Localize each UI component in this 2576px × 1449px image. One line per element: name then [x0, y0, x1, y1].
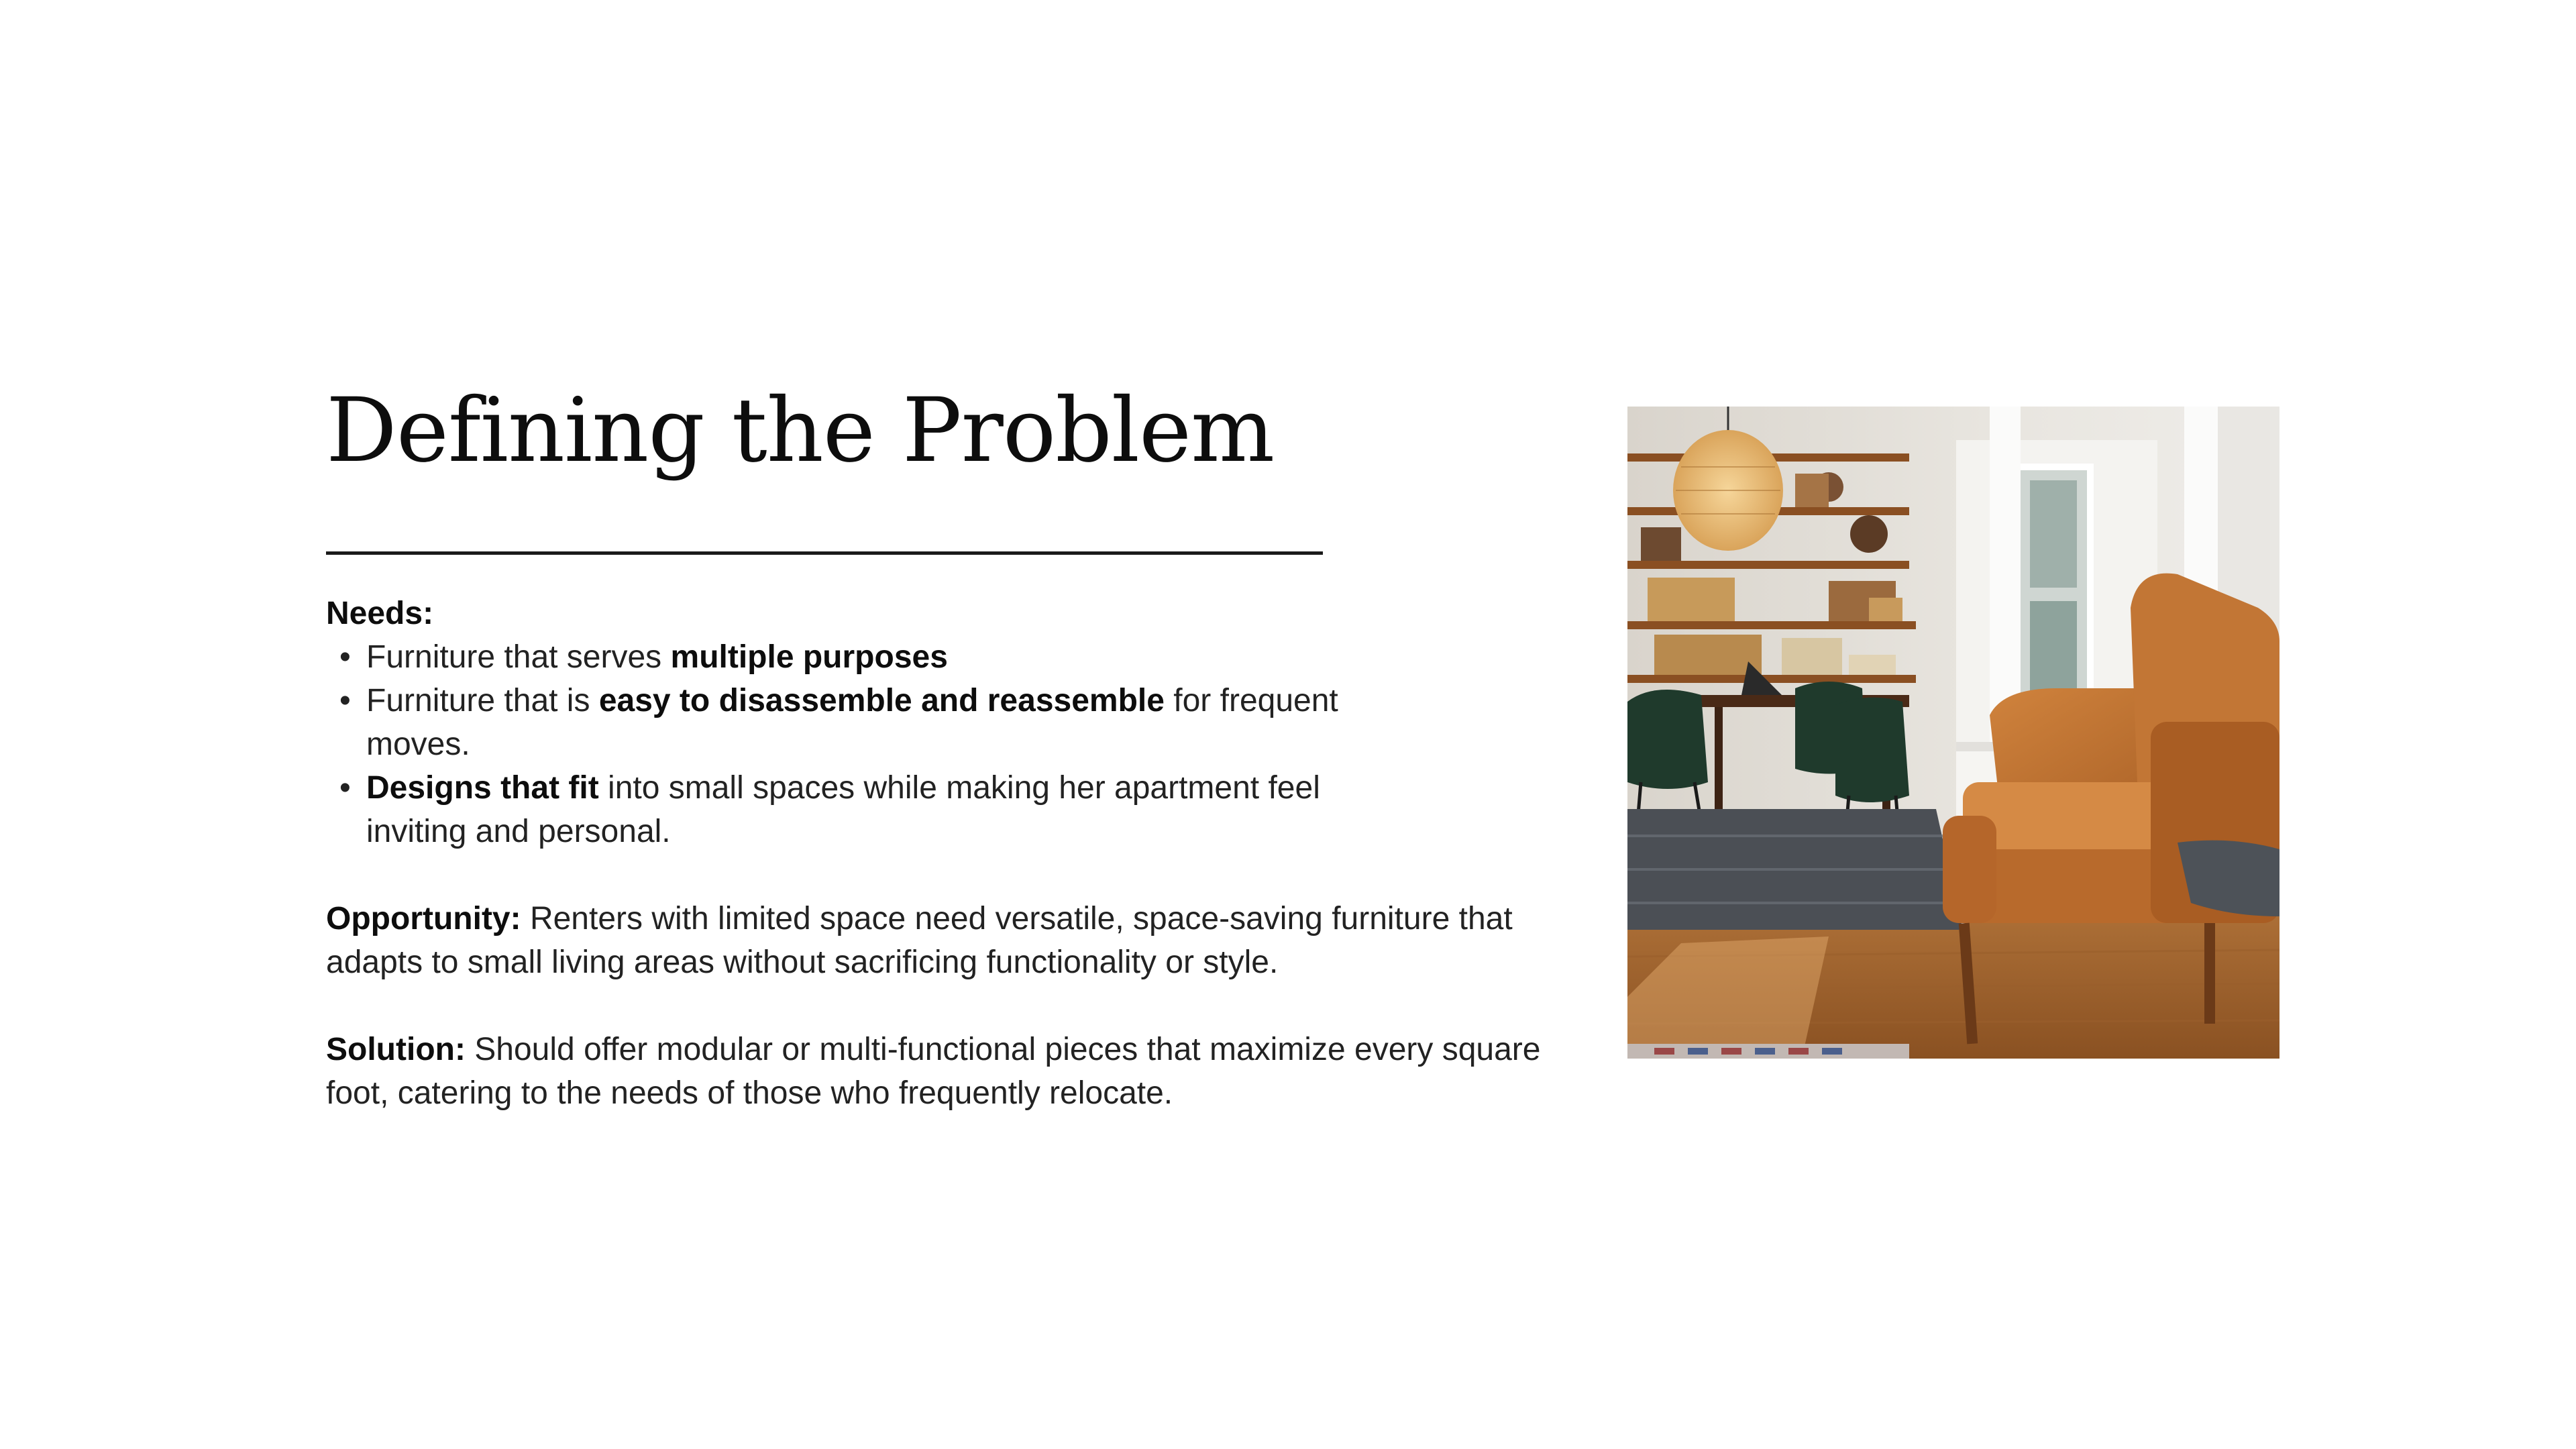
slide-body [326, 592, 1574, 1115]
solution-paragraph [326, 1028, 1574, 1115]
needs-item [326, 635, 1413, 679]
title-divider [326, 551, 1323, 555]
needs-item-emphasis: Designs that fit [366, 770, 599, 806]
solution-label: Solution: [326, 1032, 466, 1067]
needs-item-prefix: Furniture that is [366, 683, 599, 718]
needs-item-emphasis: multiple purposes [670, 639, 948, 675]
interior-photo [1627, 407, 2279, 1059]
needs-item-emphasis: easy to disassemble and reassemble [598, 683, 1165, 718]
solution-text: Should offer modular or multi-functional pieces that maximize every square foot, catering to the needs of those who frequently relocate. [326, 1032, 1541, 1111]
bullet-icon: • [339, 770, 351, 806]
bullet-icon: • [339, 639, 351, 675]
needs-item-suffix: for frequent moves. [366, 683, 1338, 762]
spacer [326, 853, 1574, 897]
opportunity-text: Renters with limited space need versatile, space-saving furniture that adapts to small living areas without sacrificing functionality or style. [326, 901, 1513, 980]
needs-item-prefix: Furniture that serves [366, 639, 671, 675]
needs-item [326, 679, 1413, 766]
needs-list [326, 635, 1574, 853]
opportunity-label: Opportunity: [326, 901, 521, 936]
slide-title: Defining the Problem [326, 379, 1275, 482]
spacer [326, 984, 1574, 1028]
bullet-icon: • [339, 683, 351, 718]
needs-item-suffix: into small spaces while making her apartment feel inviting and personal. [366, 770, 1320, 849]
opportunity-paragraph [326, 897, 1574, 984]
needs-item [326, 766, 1413, 853]
needs-heading: Needs: [326, 596, 434, 631]
